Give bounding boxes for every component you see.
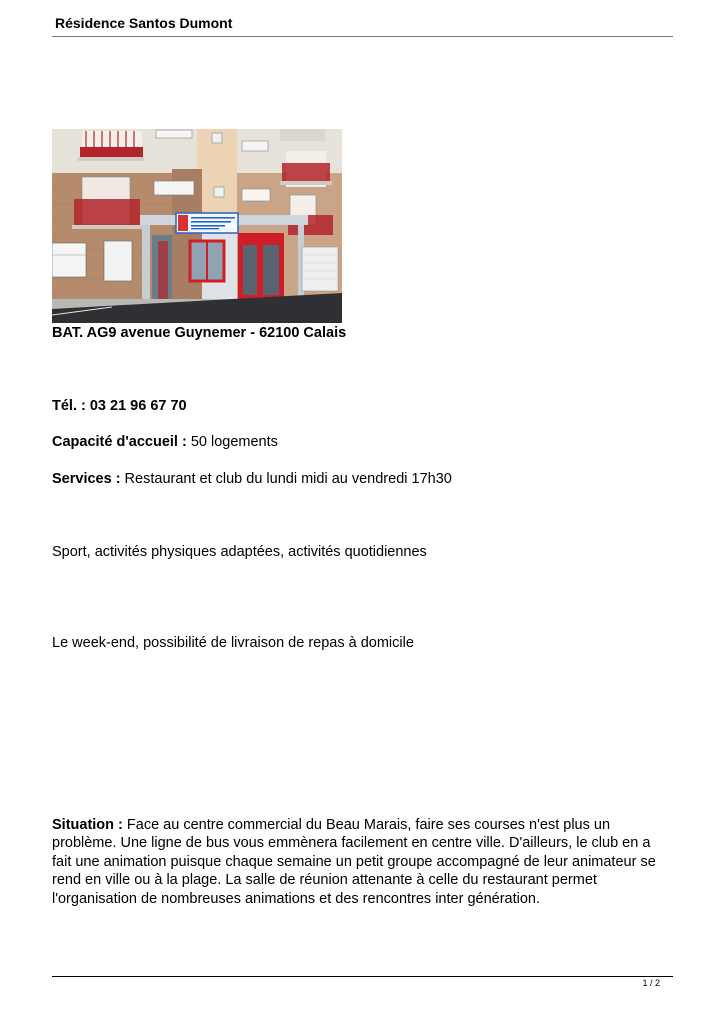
capacity-value: 50 logements — [186, 434, 278, 450]
services-value: Restaurant et club du lundi midi au vendredi 17h30 — [120, 471, 452, 487]
situation-text: Face au centre commercial du Beau Marais, faire ses courses n'est plus un problème. Une ligne de bus vous emmènera facilement en centre ville. D'ailleurs, le club en a fait une animation puisque chaque semaine un petit groupe accompagné de leur animateur se rend en ville ou à la plage. La salle de réunion attenante à celle du restaurant permet l'organisation de nombreuses animations et des rencontres inter génération. — [52, 817, 656, 907]
capacity-line — [52, 433, 278, 451]
page-number: 1 / 2 — [642, 978, 660, 988]
services-label: Services : — [52, 471, 121, 487]
sport-activities: Sport, activités physiques adaptées, activités quotidiennes — [52, 544, 427, 560]
situation-label: Situation : — [52, 817, 123, 833]
phone-number: Tél. : 03 21 96 67 70 — [52, 398, 187, 414]
header-divider — [52, 36, 673, 37]
page-title: Résidence Santos Dumont — [55, 15, 233, 31]
capacity-label: Capacité d'accueil : — [52, 434, 187, 450]
situation-paragraph — [52, 816, 672, 908]
weekend-delivery: Le week-end, possibilité de livraison de repas à domicile — [52, 635, 414, 651]
footer-divider — [52, 976, 673, 977]
address: BAT. AG9 avenue Guynemer - 62100 Calais — [52, 325, 347, 341]
services-line — [52, 470, 452, 488]
residence-photo — [52, 129, 342, 323]
